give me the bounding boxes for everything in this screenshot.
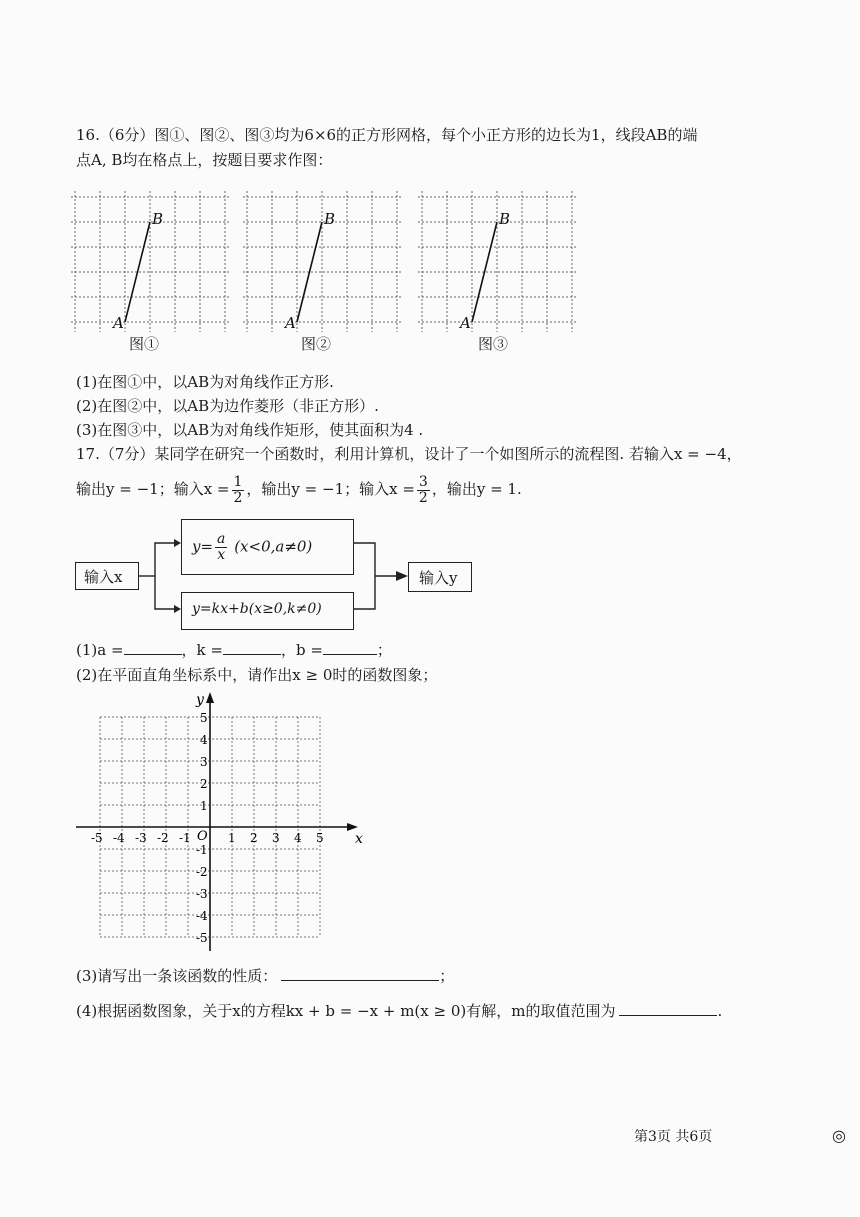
fraction2-numerator: 3 [418,473,428,490]
y-tick-label: -1 [196,843,208,857]
point-a-label: A [113,314,124,332]
flow-top-condition: (x<0,a≠0) [234,537,313,556]
x-tick-label: -4 [113,831,125,845]
q16-grid-figures [70,182,590,332]
q17-stem-line2 [76,474,522,506]
fraction-one-half [232,475,245,506]
q17-sub3-end: ； [439,967,455,985]
blank-b[interactable] [323,640,377,655]
y-tick-label: 1 [200,799,208,813]
q17-sub2: (2)在平面直角坐标系中，请作出x ≥ 0时的函数图象； [76,666,438,684]
flow-input-box: 输入x [75,562,139,590]
origin-label: O [197,829,208,844]
point-a-label: A [460,314,471,332]
y-tick-label: -5 [196,931,208,945]
flow-top-denominator: x [217,547,226,563]
x-axis-label: x [355,831,363,847]
flow-output-box: 输入y [408,562,472,592]
y-tick-label: -4 [196,909,208,923]
x-tick-label: 3 [272,831,280,845]
x-tick-label: 1 [228,831,236,845]
grid-figure-1 [71,191,229,332]
blank-m-range[interactable] [619,1001,717,1016]
x-tick-label: 2 [250,831,258,845]
figure-1-caption: 图① [129,335,160,353]
x-tick-label: 4 [294,831,302,845]
page-number: 第3页 共6页 [634,1129,713,1145]
q17-stem-text-c: ，输出y = 1. [431,480,522,498]
corner-mark: ◎ [832,1126,846,1145]
x-tick-label: -3 [135,831,147,845]
q17-stem-text-a: 输出y = −1；输入x = [76,480,230,498]
point-b-label: B [324,210,336,228]
y-tick-label: 2 [200,777,208,791]
y-tick-label: 4 [200,733,208,747]
q17-sub3 [76,966,454,986]
point-b-label: B [499,210,511,228]
q17-sub4 [76,1001,722,1021]
q17-sub1-end: ； [376,641,392,659]
flow-top-numerator: a [217,531,226,547]
q17-sub1-b-label: ，b = [280,641,323,659]
flow-top-y: y= [192,537,214,556]
blank-k[interactable] [223,640,281,655]
blank-a[interactable] [124,640,182,655]
y-axis-label: y [196,692,204,708]
x-axis-arrow [347,823,358,831]
q17-stem-line1: 17.（7分）某同学在研究一个函数时，利用计算机，设计了一个如图所示的流程图. 若输入x = −4， [76,445,742,463]
y-tick-label: -2 [196,865,208,879]
q16-sub1: (1)在图①中，以AB为对角线作正方形. [76,373,334,391]
flow-bottom-branch-box: y=kx+b(x≥0,k≠0) [181,592,354,630]
fraction1-numerator: 1 [233,473,243,490]
point-b-label: B [152,210,164,228]
q16-stem-line2: 点A, B均在格点上，按题目要求作图： [76,151,333,169]
q17-sub1-a-label: (1)a = [76,641,124,659]
grid-figure-3 [418,191,576,332]
fraction1-denominator: 2 [233,489,243,506]
blank-property[interactable] [281,966,439,981]
q17-sub1 [76,640,392,660]
q17-sub1-k-label: ，k = [181,641,223,659]
y-tick-label: -3 [196,887,208,901]
y-tick-label: 3 [200,755,208,769]
figure-2-caption: 图② [301,335,332,353]
q17-stem-text-b: ，输出y = −1；输入x = [246,480,415,498]
q16-sub2: (2)在图②中，以AB为边作菱形（非正方形）. [76,397,379,415]
x-tick-label: -1 [179,831,191,845]
fraction2-denominator: 2 [418,489,428,506]
y-tick-label: 5 [200,711,208,725]
q17-sub4-text: (4)根据函数图象，关于x的方程kx + b = −x + m(x ≥ 0)有解，m的取值范围为 [76,1002,616,1020]
fraction-three-halves [417,475,430,506]
point-a-label: A [285,314,296,332]
q16-sub3: (3)在图③中，以AB为对角线作矩形，使其面积为4 . [76,421,424,439]
x-tick-label: -2 [157,831,169,845]
x-tick-label: -5 [91,831,103,845]
x-tick-label: 5 [316,831,324,845]
flow-top-fraction [215,532,227,563]
coordinate-plane [70,690,370,955]
grid-figure-2 [243,191,401,332]
figure-3-caption: 图③ [478,335,509,353]
flow-top-branch-box [181,519,354,575]
q16-stem-line1: 16.（6分）图①、图②、图③均为6×6的正方形网格，每个小正方形的边长为1，线段AB的端 [76,126,698,144]
q17-sub4-end: . [717,1002,723,1020]
y-axis-arrow [206,692,214,703]
q17-sub3-text: (3)请写出一条该函数的性质： [76,967,278,985]
